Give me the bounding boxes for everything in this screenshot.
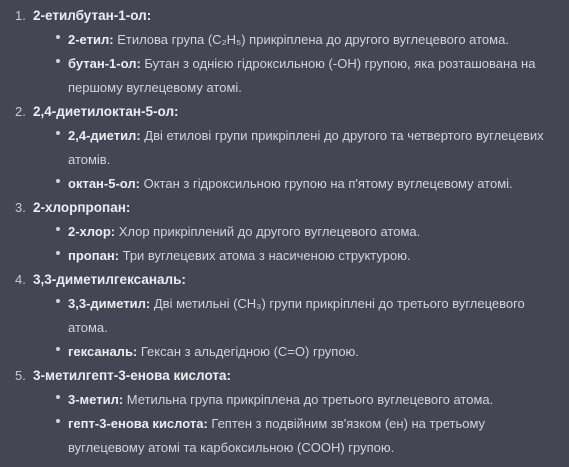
term-description: Дві етилові групи прикріплені до другого та четвертого вуглецевих атомів.	[68, 128, 544, 167]
term-description: Етилова група (C₂H₅) прикріплена до другого вуглецевого атома.	[113, 32, 509, 47]
term-description: Три вуглецевих атома з насиченою структурою.	[119, 248, 411, 263]
term-description: Гексан з альдегідною (C=O) групою.	[137, 344, 359, 359]
term-description: Гептен з подвійним зв'язком (ен) на третьому вуглецевому атомі та карбоксильною (COOH) групою.	[68, 416, 486, 455]
sub-list-item	[54, 388, 559, 412]
bullet-icon	[56, 299, 60, 303]
list-item	[15, 196, 559, 268]
term-description: Дві метильні (CH₃) групи прикріплені до третього вуглецевого атома.	[68, 296, 525, 335]
list-item	[15, 4, 559, 100]
sub-list-item	[54, 292, 559, 340]
bullet-icon	[56, 59, 60, 63]
sub-list-item	[54, 172, 559, 196]
compound-name: 3,3-диметилгексаналь:	[33, 272, 186, 287]
term-description: Хлор прикріплений до другого вуглецевого атома.	[115, 224, 421, 239]
bullet-icon	[56, 251, 60, 255]
bullet-icon	[56, 419, 60, 423]
list-item	[15, 364, 559, 460]
sub-list	[33, 28, 559, 100]
bullet-icon	[56, 35, 60, 39]
term-label: октан-5-ол:	[68, 176, 140, 191]
term-label: бутан-1-ол:	[68, 56, 141, 71]
compound-name: 2,4-диетилоктан-5-ол:	[33, 104, 179, 119]
sub-list-item	[54, 124, 559, 172]
term-label: 3-метил:	[68, 392, 124, 407]
sub-list-item	[54, 244, 559, 268]
compound-name: 3-метилгепт-3-енова кислота:	[33, 368, 231, 383]
term-label: 2-хлор:	[68, 224, 116, 239]
list-number: 3.	[15, 200, 26, 215]
term-label: гепт-3-енова кислота:	[68, 416, 208, 431]
bullet-icon	[56, 347, 60, 351]
term-description: Октан з гідроксильною групою на п'ятому вуглецевому атомі.	[140, 176, 513, 191]
list-number: 1.	[15, 8, 26, 23]
bullet-icon	[56, 227, 60, 231]
list-number: 5.	[15, 368, 26, 383]
term-label: гексаналь:	[68, 344, 138, 359]
bullet-icon	[56, 179, 60, 183]
sub-list-item	[54, 412, 559, 460]
term-label: 3,3-диметил:	[68, 296, 151, 311]
term-label: 2,4-диетил:	[68, 128, 141, 143]
compound-name: 2-етилбутан-1-ол:	[33, 8, 152, 23]
bullet-icon	[56, 395, 60, 399]
sub-list	[33, 292, 559, 364]
term-label: пропан:	[68, 248, 119, 263]
term-description: Метильна група прикріплена до третього вуглецевого атома.	[123, 392, 494, 407]
sub-list-item	[54, 220, 559, 244]
list-number: 4.	[15, 272, 26, 287]
numbered-list	[15, 4, 559, 460]
term-label: 2-етил:	[68, 32, 114, 47]
list-item	[15, 268, 559, 364]
sub-list	[33, 220, 559, 268]
term-description: Бутан з однією гідроксильною (-OH) групою, яка розташована на першому вуглецевому атомі.	[68, 56, 536, 95]
compound-name: 2-хлорпропан:	[33, 200, 131, 215]
sub-list-item	[54, 340, 559, 364]
list-number: 2.	[15, 104, 26, 119]
bullet-icon	[56, 131, 60, 135]
sub-list	[33, 124, 559, 196]
sub-list-item	[54, 52, 559, 100]
list-item	[15, 100, 559, 196]
sub-list-item	[54, 28, 559, 52]
sub-list	[33, 388, 559, 460]
